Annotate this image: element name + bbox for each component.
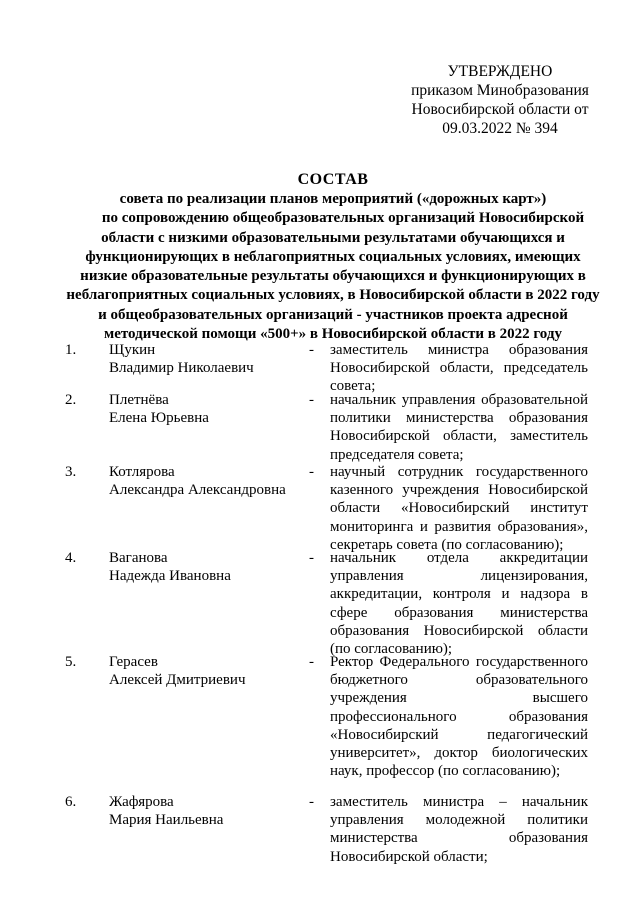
member-name bbox=[109, 463, 309, 499]
member-given-names: Александра Александровна bbox=[109, 482, 286, 499]
subtitle-line: функционирующих в неблагоприятных социальных условиях, имеющих bbox=[85, 248, 581, 265]
member-role: начальник отдела аккредитации управления лицензирования, аккредитации, контроля и надзора в сфере образования министерства образования Новосибирской области (по согласованию); bbox=[330, 550, 588, 658]
approval-heading: УТВЕРЖДЕНО bbox=[447, 63, 553, 80]
member-given-names: Алексей Дмитриевич bbox=[109, 672, 246, 689]
member-number: 6. bbox=[65, 794, 77, 810]
approval-stamp bbox=[405, 62, 595, 138]
member-name bbox=[109, 653, 309, 689]
member-dash: - bbox=[309, 654, 314, 670]
member-number: 3. bbox=[65, 464, 77, 480]
member-role: Ректор Федерального государственного бюджетного образовательного учреждения высшего профессионального образования «Новосибирский педагогический университет», доктор биологических наук, профессор (по согласованию); bbox=[330, 654, 588, 780]
member-given-names: Елена Юрьевна bbox=[109, 410, 209, 427]
member-dash: - bbox=[309, 342, 314, 358]
member-dash: - bbox=[309, 464, 314, 480]
member-name bbox=[109, 549, 309, 585]
member-number: 2. bbox=[65, 392, 77, 408]
member-row bbox=[0, 793, 640, 873]
member-dash: - bbox=[309, 550, 314, 566]
member-surname: Котлярова bbox=[109, 464, 175, 480]
subtitle-line: низкие образовательные результаты обучающихся и функционирующих в bbox=[80, 268, 586, 285]
member-surname: Жафярова bbox=[109, 794, 174, 810]
member-given-names: Мария Наильевна bbox=[109, 812, 224, 829]
approval-order-line: приказом Минобразования bbox=[411, 82, 589, 99]
member-role: заместитель министра – начальник управления молодежной политики министерства образования Новосибирской области; bbox=[330, 794, 588, 865]
subtitle-line: совета по реализации планов мероприятий («дорожных карт») bbox=[119, 191, 547, 207]
subtitle-line: методической помощи «500+» в Новосибирской области в 2022 году bbox=[104, 326, 562, 343]
member-row bbox=[0, 341, 640, 395]
member-surname: Щукин bbox=[109, 342, 156, 358]
member-given-names: Владимир Николаевич bbox=[109, 360, 254, 377]
member-dash: - bbox=[309, 392, 314, 408]
member-name bbox=[109, 391, 309, 427]
title-subtitle bbox=[58, 190, 608, 344]
member-surname: Плетнёва bbox=[109, 392, 169, 408]
approval-region-line: Новосибирской области от bbox=[411, 101, 589, 118]
member-role: научный сотрудник государственного казенного учреждения Новосибирской области «Новосибирский институт мониторинга и развития образования», секретарь совета (по согласованию); bbox=[330, 464, 588, 553]
member-number: 5. bbox=[65, 654, 77, 670]
member-row bbox=[0, 549, 640, 658]
subtitle-line: и общеобразовательных организаций - участников проекта адресной bbox=[98, 306, 568, 323]
subtitle-line: области с низкими образовательными результатами обучающихся и bbox=[101, 229, 565, 246]
member-given-names: Надежда Ивановна bbox=[109, 568, 231, 585]
member-role: заместитель министра образования Новосибирской области, председатель совета; bbox=[330, 342, 588, 395]
member-surname: Ваганова bbox=[109, 550, 168, 566]
member-row bbox=[0, 391, 640, 463]
subtitle-line: неблагоприятных социальных условиях, в Новосибирской области в 2022 году bbox=[66, 287, 600, 304]
subtitle-line: по сопровождению общеобразовательных организаций Новосибирской bbox=[101, 210, 585, 227]
member-dash: - bbox=[309, 794, 314, 810]
member-name bbox=[109, 793, 309, 829]
member-role: начальник управления образовательной политики министерства образования Новосибирской области, заместитель председателя совета; bbox=[330, 392, 588, 463]
member-surname: Герасев bbox=[109, 654, 158, 670]
approval-date-number: 09.03.2022 № 394 bbox=[442, 120, 558, 137]
title-heading: СОСТАВ bbox=[297, 171, 369, 188]
member-name bbox=[109, 341, 309, 377]
document-title bbox=[58, 170, 608, 344]
member-number: 4. bbox=[65, 550, 77, 566]
member-number: 1. bbox=[65, 342, 77, 358]
member-row bbox=[0, 463, 640, 553]
members-list bbox=[0, 341, 640, 873]
member-row bbox=[0, 653, 640, 793]
